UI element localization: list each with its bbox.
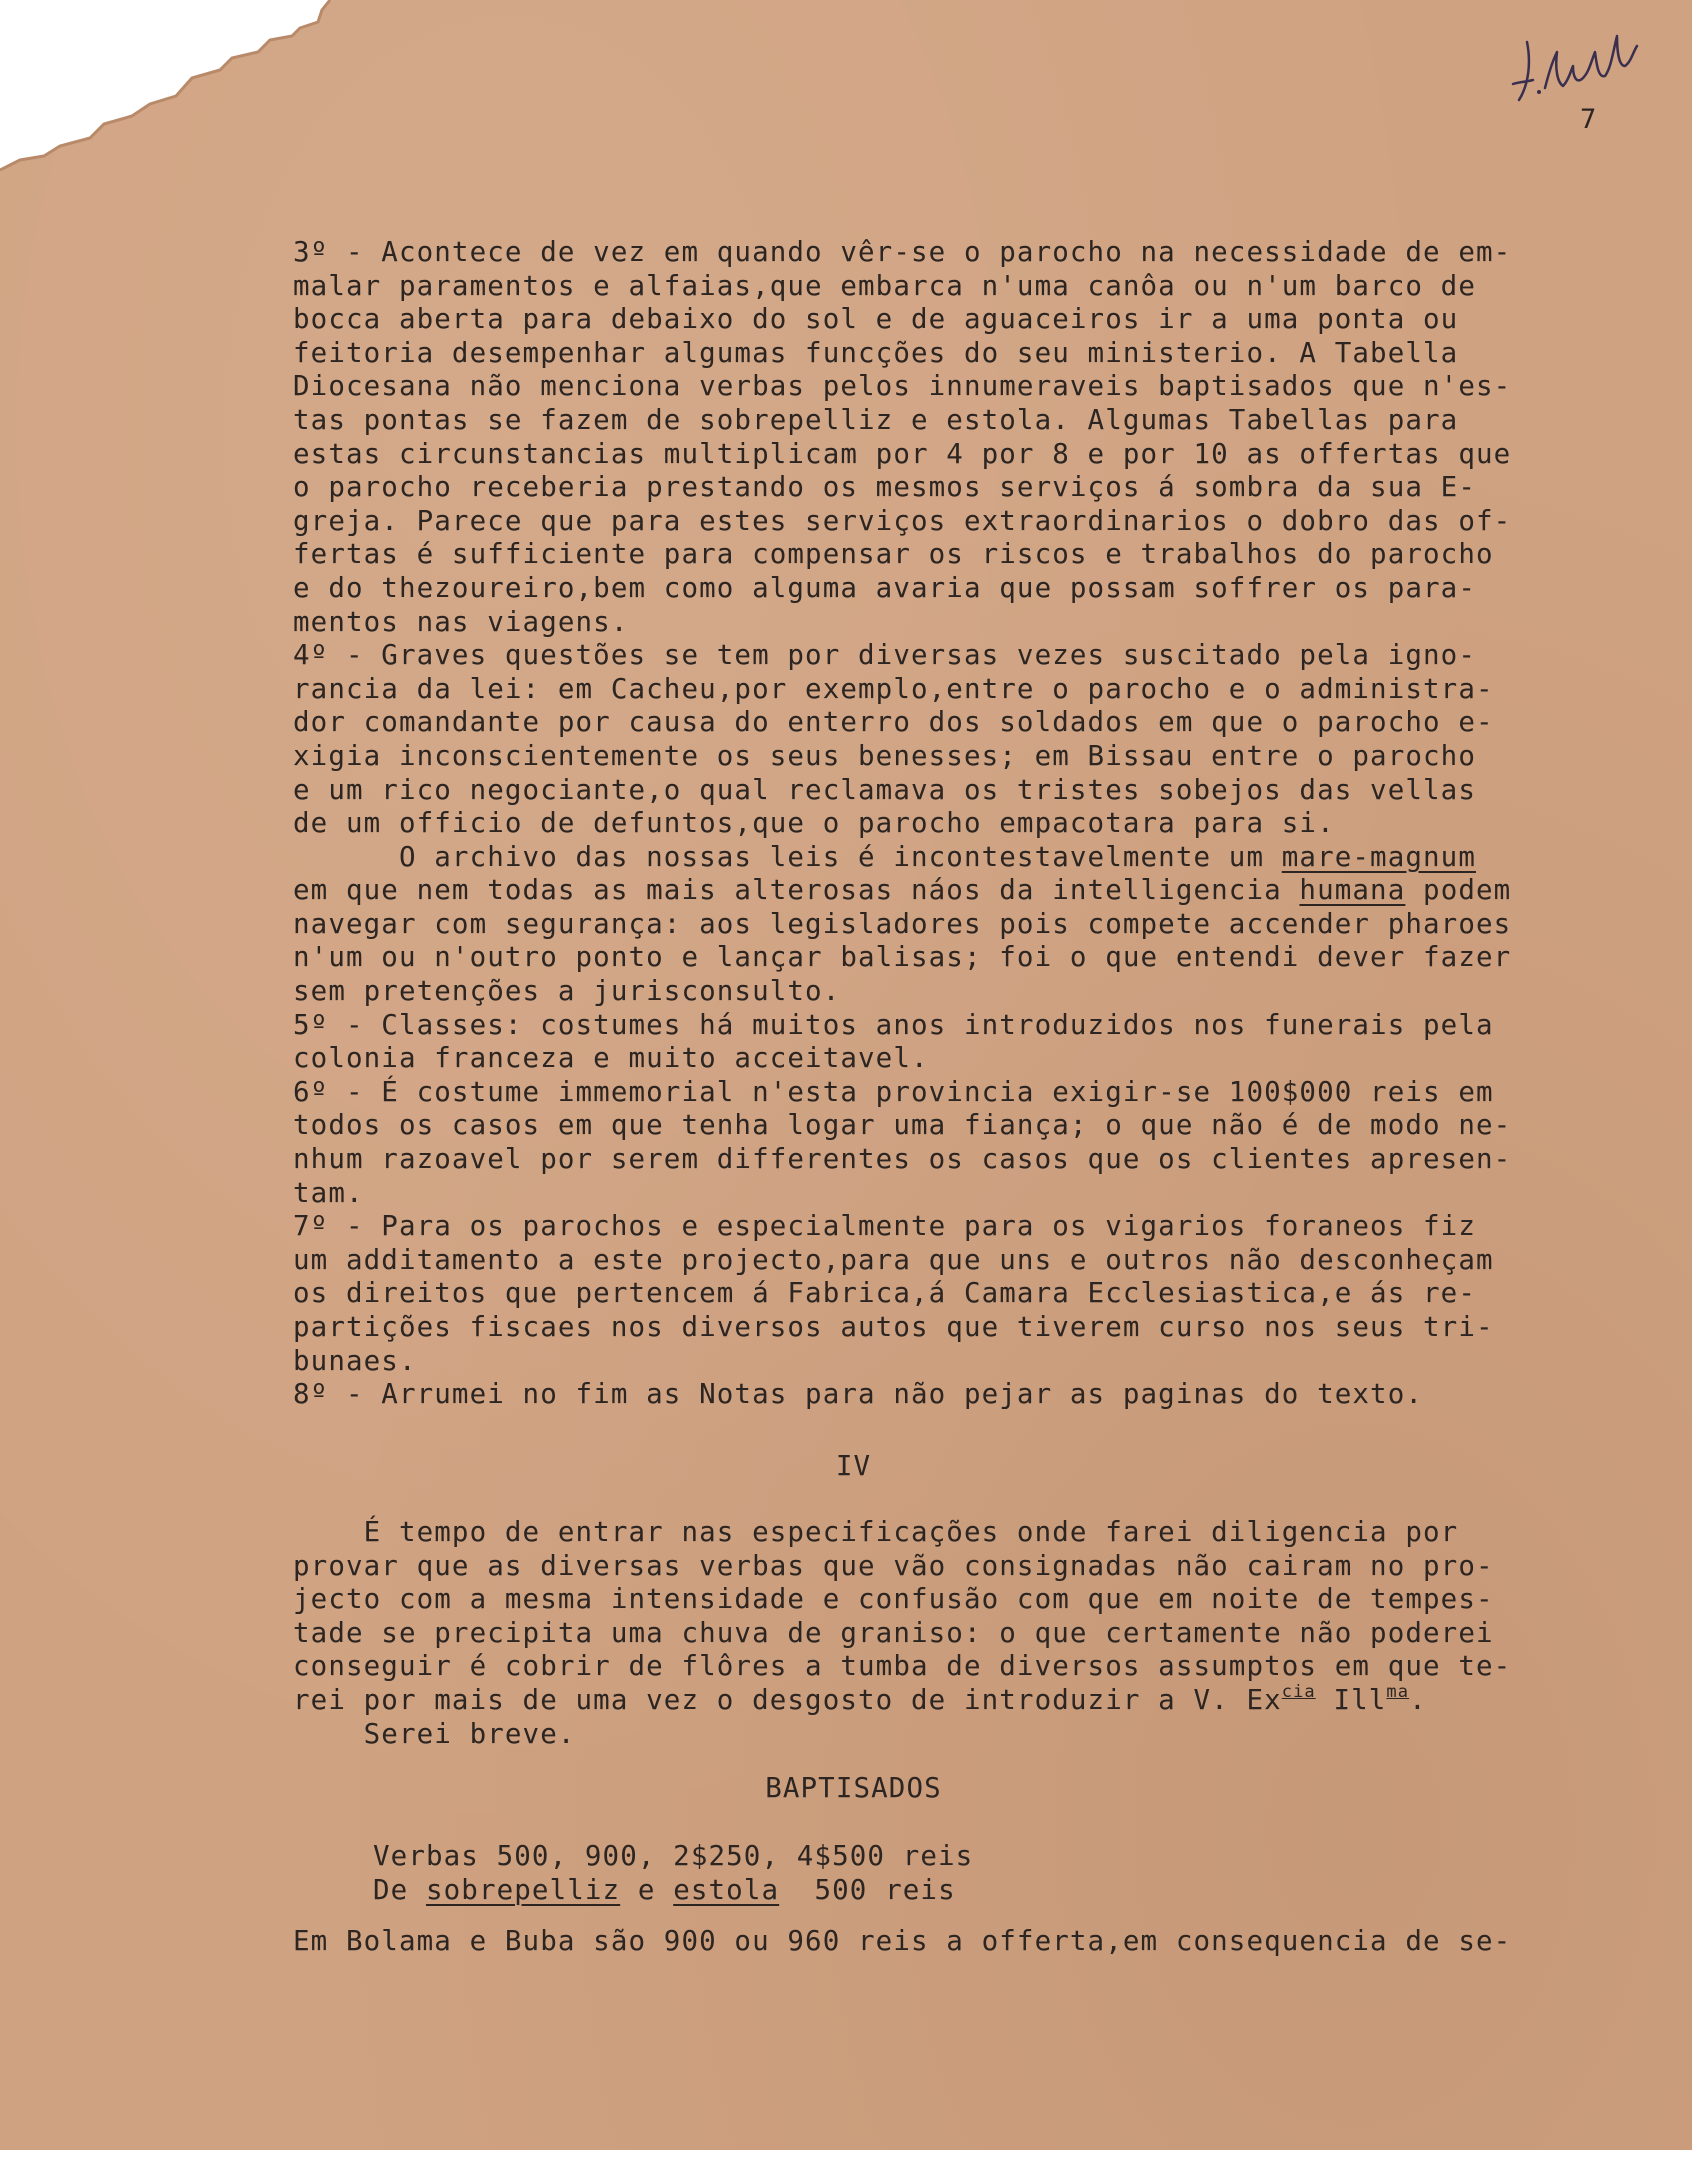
text-line: n'um ou n'outro ponto e lançar balisas; foi o que entendi dever fazer [293,941,1512,974]
text-line: nhum razoavel por serem differentes os casos que os clientes apresen- [293,1143,1512,1176]
text-line: bunaes. [293,1344,417,1377]
text-line: todos os casos em que tenha logar uma fiança; o que não é de modo ne- [293,1109,1512,1142]
text-line: Verbas 500, 900, 2$250, 4$500 reis [373,1840,974,1872]
subheading: BAPTISADOS [765,1772,942,1804]
text-fragment: 500 reis [779,1873,956,1906]
text-line: fertas é sufficiente para compensar os riscos e trabalhos do parocho [293,538,1494,571]
text-line: Diocesana não menciona verbas pelos innumeraveis baptisados que n'es- [293,370,1512,403]
text-line: partições fiscaes nos diversos autos que tiverem curso nos seus tri- [293,1311,1494,1343]
text-line: tade se precipita uma chuva de graniso: o que certamente não poderei [293,1616,1494,1649]
text-fragment: Ill [1315,1683,1387,1716]
body-text [293,236,1688,1412]
text-line: tas pontas se fazem de sobrepelliz e estola. Algumas Tabellas para [293,403,1459,436]
underlined-term: estola [673,1873,780,1906]
text-line: tam. [293,1176,364,1209]
text-fragment: De [373,1873,426,1906]
text-line: navegar com segurança: aos legisladores pois compete accender pharoes [293,907,1512,940]
text-line: feitoria desempenhar algumas funcções do seu ministerio. A Tabella [293,336,1459,369]
text-line: os direitos que pertencem á Fabrica,á Camara Ecclesiastica,e ás re- [293,1277,1476,1310]
text-line: 6º - É costume immemorial n'esta provincia exigir-se 100$000 reis em [293,1075,1494,1108]
text-line: o parocho receberia prestando os mesmos serviços á sombra da sua E- [293,471,1476,504]
text-line: 8º - Arrumei no fim as Notas para não pejar as paginas do texto. [293,1378,1424,1411]
text-line: greja. Parece que para estes serviços extraordinarios o dobro das of- [293,504,1512,537]
text-line [293,841,1688,875]
text-line: xigia inconscientemente os seus benesses; em Bissau entre o parocho [293,739,1476,772]
text-line: Serei breve. [293,1717,576,1750]
text-line: malar paramentos e alfaias,que embarca n'uma canôa ou n'um barco de [293,269,1476,302]
text-fragment: . [1409,1683,1427,1716]
text-line: e do thezoureiro,bem como alguma avaria que possam soffrer os para- [293,571,1476,604]
superscript-abbrev: ma [1386,1681,1410,1702]
text-line: mentos nas viagens. [293,605,629,638]
text-line: 3º - Acontece de vez em quando vêr-se o parocho na necessidade de em- [293,236,1512,268]
text-line: estas circunstancias multiplicam por 4 por 8 e por 10 as offertas que [293,437,1512,470]
text-line [293,874,1688,908]
text-fragment: O archivo das nossas leis é incontestavelmente um [293,840,1282,873]
text-line: jecto com a mesma intensidade e confusão com que em noite de tempes- [293,1583,1494,1616]
text-line: colonia franceza e muito acceitavel. [293,1042,929,1075]
text-fragment: e [620,1873,674,1906]
superscript-abbrev: cia [1281,1681,1316,1702]
text-line: de um officio de defuntos,que o parocho empacotara para si. [293,807,1335,840]
text-line: conseguir é cobrir de flôres a tumba de diversos assumptos em que te- [293,1650,1512,1683]
text-line: rancia da lei: em Cacheu,por exemplo,entre o parocho e o administra- [293,672,1494,705]
baptism-verbas [373,1840,1692,1907]
page-number: 7 [1580,104,1597,135]
text-line: e um rico negociante,o qual reclamava os tristes sobejos das vellas [293,773,1476,806]
text-line: dor comandante por causa do enterro dos soldados em que o parocho e- [293,706,1494,739]
text-line [293,1681,1688,1718]
text-line: bocca aberta para debaixo do sol e de aguaceiros ir a uma ponta ou [293,303,1459,336]
final-text [293,1925,1688,1959]
text-line: Em Bolama e Buba são 900 ou 960 reis a offerta,em consequencia de se- [293,1925,1512,1957]
text-line: sem pretenções a jurisconsulto. [293,975,841,1008]
text-line: 4º - Graves questões se tem por diversas vezes suscitado pela igno- [293,639,1476,672]
text-fragment: em que nem todas as mais alterosas náos da intelligencia [293,874,1300,907]
text-line: É tempo de entrar nas especificações onde farei diligencia por [293,1516,1459,1548]
handwritten-signature-icon [1505,22,1655,112]
text-fragment: podem [1405,874,1512,907]
text-line: 7º - Para os parochos e especialmente para os vigarios foraneos fiz [293,1210,1476,1243]
underlined-term: sobrepelliz [425,1873,621,1906]
text-line: 5º - Classes: costumes há muitos anos introduzidos nos funerais pela [293,1008,1494,1041]
torn-corner-icon [0,0,340,190]
underlined-term: mare-magnum [1281,840,1476,873]
text-fragment: rei por mais de uma vez o desgosto de introduzir a V. Ex [293,1683,1282,1716]
text-line: provar que as diversas verbas que vão consignadas não cairam no pro- [293,1549,1494,1582]
text-line [373,1874,1692,1908]
section-heading: IV [835,1450,872,1482]
text-line: um additamento a este projecto,para que uns e outros não desconheçam [293,1243,1494,1276]
section-text [293,1516,1688,1751]
underlined-term: humana [1299,874,1406,907]
